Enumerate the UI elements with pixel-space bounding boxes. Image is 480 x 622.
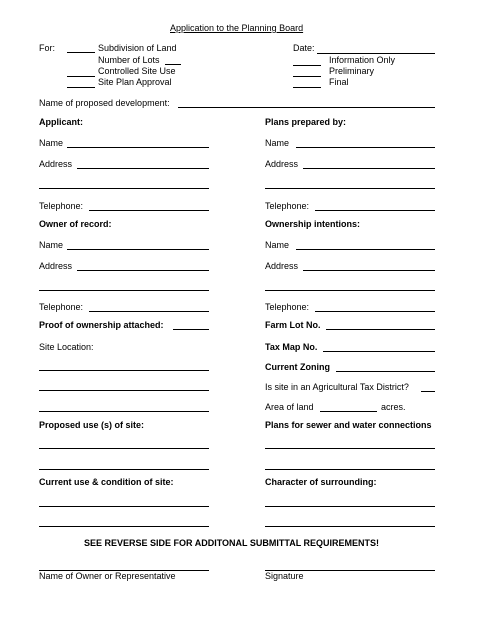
preliminary-label: Preliminary — [329, 66, 375, 76]
plans-name-field[interactable] — [296, 147, 435, 148]
site-location-label: Site Location: — [39, 342, 94, 352]
plans-address-field[interactable] — [303, 168, 435, 169]
controlled-site-use-blank[interactable] — [67, 76, 95, 77]
plans-prepared-heading: Plans prepared by: — [265, 117, 347, 127]
final-label: Final — [329, 77, 349, 87]
intentions-telephone-label: Telephone: — [265, 302, 310, 312]
applicant-address-field[interactable] — [77, 168, 209, 169]
farm-lot-label: Farm Lot No. — [265, 320, 321, 330]
proposed-use-label: Proposed use (s) of site: — [39, 420, 145, 430]
plans-name-label: Name — [265, 138, 290, 148]
site-plan-approval-blank[interactable] — [67, 87, 95, 88]
applicant-telephone-field[interactable] — [89, 210, 209, 211]
owner-heading: Owner of record: — [39, 219, 112, 229]
sewer-water-line2[interactable] — [265, 469, 435, 470]
applicant-name-label: Name — [39, 138, 64, 148]
owner-name-field[interactable] — [67, 249, 209, 250]
preliminary-blank[interactable] — [293, 76, 321, 77]
applicant-address-label: Address — [39, 159, 73, 169]
owner-telephone-label: Telephone: — [39, 302, 84, 312]
intentions-address-field[interactable] — [303, 270, 435, 271]
intentions-name-field[interactable] — [296, 249, 435, 250]
current-zoning-field[interactable] — [336, 371, 435, 372]
sewer-water-line1[interactable] — [265, 448, 435, 449]
owner-address-line2[interactable] — [39, 290, 209, 291]
character-surrounding-line1[interactable] — [265, 506, 435, 507]
site-location-line1[interactable] — [39, 370, 209, 371]
ownership-intentions-heading: Ownership intentions: — [265, 219, 361, 229]
number-of-lots-blank[interactable] — [165, 64, 181, 65]
site-location-line3[interactable] — [39, 411, 209, 412]
form-title: Application to the Planning Board — [170, 23, 304, 33]
submittal-notice: SEE REVERSE SIDE FOR ADDITONAL SUBMITTAL REQUIREMENTS! — [84, 538, 380, 548]
information-only-blank[interactable] — [293, 65, 321, 66]
applicant-heading: Applicant: — [39, 117, 83, 127]
information-only-label: Information Only — [329, 55, 396, 65]
tax-map-field[interactable] — [323, 351, 435, 352]
for-label: For: — [39, 43, 56, 53]
applicant-address-line2[interactable] — [39, 188, 209, 189]
site-plan-approval-label: Site Plan Approval — [98, 77, 172, 87]
date-label: Date: — [293, 43, 315, 53]
proposed-use-line2[interactable] — [39, 469, 209, 470]
controlled-site-use-label: Controlled Site Use — [98, 66, 176, 76]
owner-representative-label: Name of Owner or Representative — [39, 571, 176, 581]
subdivision-blank[interactable] — [67, 52, 95, 53]
applicant-telephone-label: Telephone: — [39, 201, 84, 211]
proposed-development-field[interactable] — [178, 107, 435, 108]
proposed-use-line1[interactable] — [39, 448, 209, 449]
date-field[interactable] — [317, 53, 435, 54]
plans-telephone-label: Telephone: — [265, 201, 310, 211]
proposed-development-label: Name of proposed development: — [39, 98, 170, 108]
farm-lot-field[interactable] — [326, 329, 435, 330]
plans-address-line2[interactable] — [265, 188, 435, 189]
area-of-land-label: Area of land — [265, 402, 314, 412]
final-blank[interactable] — [293, 87, 321, 88]
owner-address-field[interactable] — [77, 270, 209, 271]
sewer-water-label: Plans for sewer and water connections — [265, 420, 432, 430]
area-of-land-field[interactable] — [320, 411, 377, 412]
plans-address-label: Address — [265, 159, 299, 169]
character-surrounding-line2[interactable] — [265, 526, 435, 527]
intentions-address-label: Address — [265, 261, 299, 271]
current-use-line2[interactable] — [39, 526, 209, 527]
subdivision-label: Subdivision of Land — [98, 43, 177, 53]
current-zoning-label: Current Zoning — [265, 362, 330, 372]
proof-of-ownership-label: Proof of ownership attached: — [39, 320, 164, 330]
signature-label: Signature — [265, 571, 304, 581]
applicant-name-field[interactable] — [67, 147, 209, 148]
character-surrounding-label: Character of surrounding: — [265, 477, 377, 487]
number-of-lots-label: Number of Lots — [98, 55, 160, 65]
acres-label: acres. — [381, 402, 406, 412]
intentions-address-line2[interactable] — [265, 290, 435, 291]
current-use-label: Current use & condition of site: — [39, 477, 174, 487]
plans-telephone-field[interactable] — [315, 210, 435, 211]
owner-address-label: Address — [39, 261, 73, 271]
current-use-line1[interactable] — [39, 506, 209, 507]
ag-tax-district-label: Is site in an Agricultural Tax District? — [265, 382, 409, 392]
proof-of-ownership-field[interactable] — [173, 329, 209, 330]
intentions-telephone-field[interactable] — [315, 311, 435, 312]
intentions-name-label: Name — [265, 240, 290, 250]
owner-telephone-field[interactable] — [89, 311, 209, 312]
tax-map-label: Tax Map No. — [265, 342, 318, 352]
site-location-line2[interactable] — [39, 390, 209, 391]
ag-tax-district-field[interactable] — [421, 391, 435, 392]
owner-name-label: Name — [39, 240, 64, 250]
